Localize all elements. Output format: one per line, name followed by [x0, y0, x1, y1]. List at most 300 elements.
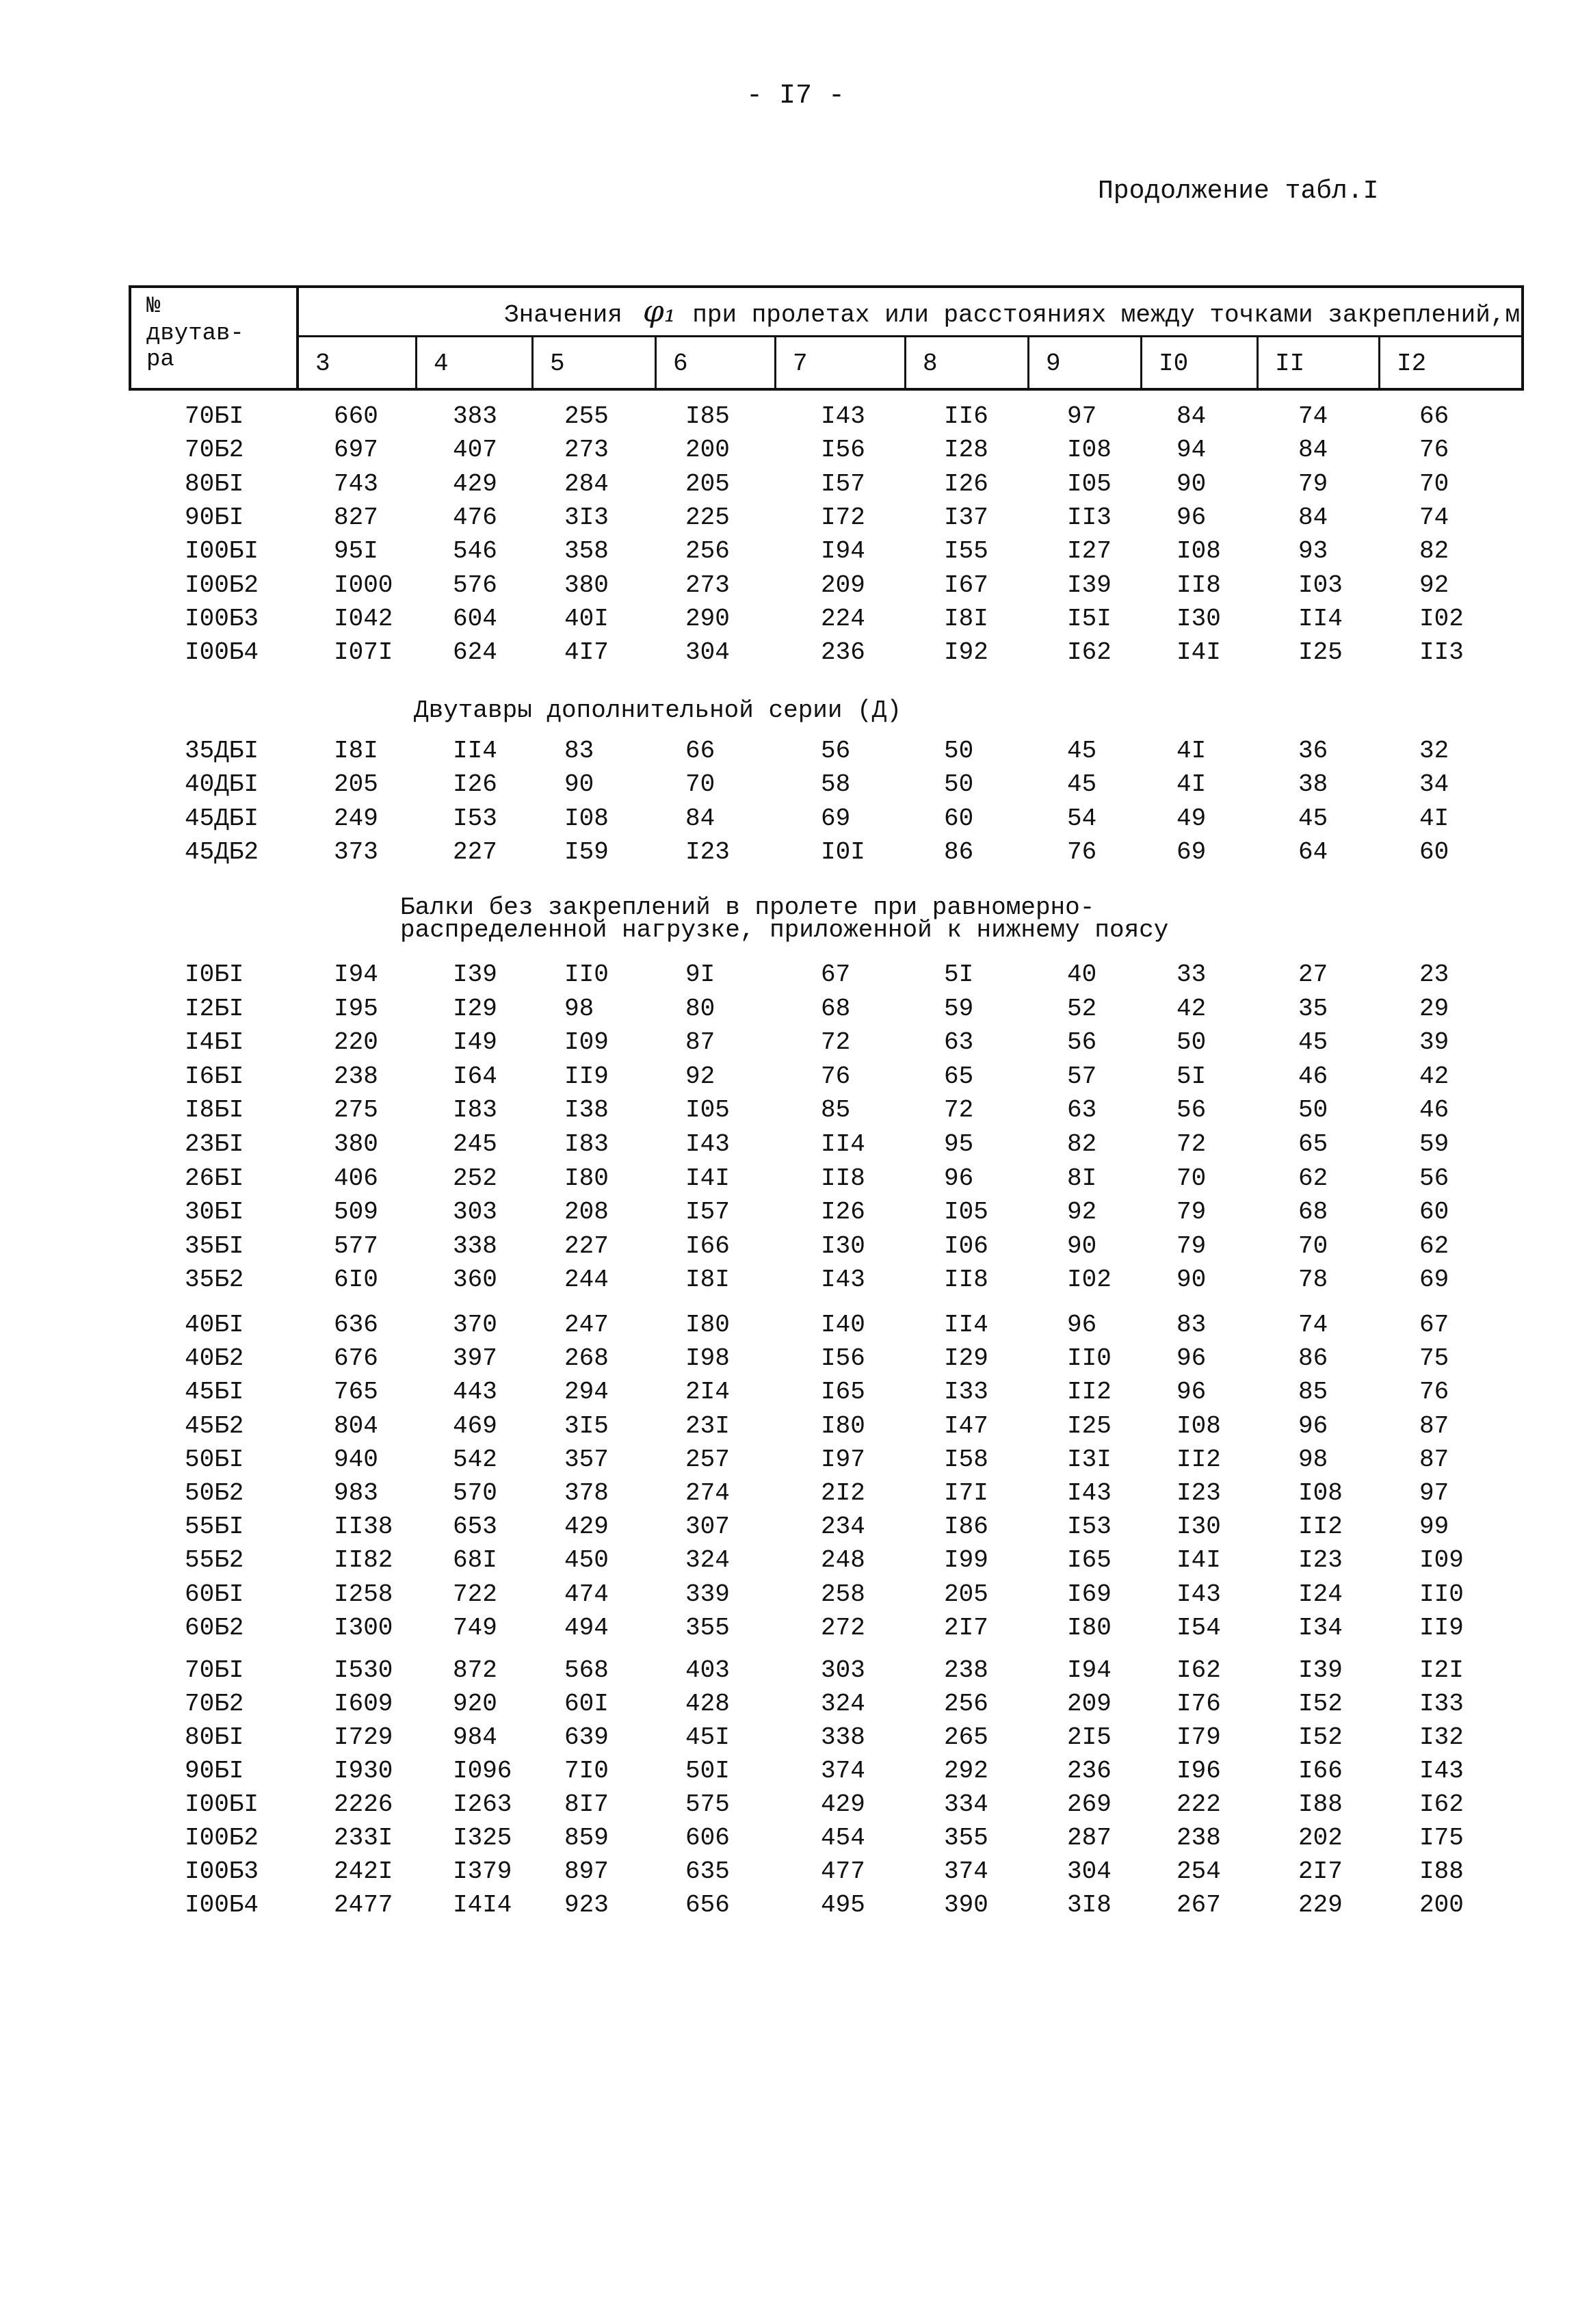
phi-value: I43 [1067, 1479, 1112, 1507]
phi-value: II2 [1176, 1446, 1221, 1474]
phi-value: I8I [334, 737, 378, 765]
beam-label: 35БI [185, 1232, 244, 1260]
phi-value: 238 [334, 1062, 378, 1091]
phi-value: I55 [944, 537, 988, 565]
phi-value: 84 [685, 805, 715, 833]
phi-value: 676 [334, 1344, 378, 1372]
phi-value: I02 [1419, 605, 1464, 633]
phi-value: 474 [564, 1580, 609, 1608]
beam-label: I00Б2 [185, 571, 259, 599]
phi-value: 570 [453, 1479, 497, 1507]
phi-value: I000 [334, 571, 393, 599]
phi-value: I80 [1067, 1614, 1112, 1642]
beam-label: 40БI [185, 1311, 244, 1339]
phi-value: I379 [453, 1857, 512, 1885]
phi-value: I85 [685, 402, 730, 430]
phi-value: 370 [453, 1311, 497, 1339]
phi-value: 74 [1298, 1311, 1328, 1339]
phi-value: 50 [1176, 1028, 1207, 1056]
section-b-title: Балки без закреплений в пролете при равномерно- [400, 893, 1095, 922]
beam-label: I00Б2 [185, 1824, 259, 1852]
phi-value: 72 [944, 1096, 974, 1124]
phi-value: I30 [1176, 1513, 1221, 1541]
phi-value: I33 [1419, 1690, 1464, 1718]
phi-value: 292 [944, 1757, 988, 1785]
phi-value: 99 [1419, 1513, 1449, 1541]
phi-value: 98 [564, 995, 594, 1023]
phi-value: 92 [1067, 1198, 1097, 1226]
phi-value: 87 [1419, 1446, 1449, 1474]
span-header: 5 [534, 337, 657, 388]
phi-value: 70 [1298, 1232, 1328, 1260]
beam-label: 23БI [185, 1130, 244, 1158]
phi-value: I29 [944, 1344, 988, 1372]
beam-label: 50БI [185, 1446, 244, 1474]
phi-value: I5I [1067, 605, 1112, 633]
phi-value: 265 [944, 1723, 988, 1751]
phi-value: 60 [1419, 838, 1449, 866]
phi-value: 469 [453, 1412, 497, 1440]
phi-value: 245 [453, 1130, 497, 1158]
phi-value: 85 [821, 1096, 851, 1124]
phi-value: I80 [685, 1311, 730, 1339]
beam-label: 90БI [185, 1757, 244, 1785]
phi-value: I096 [453, 1757, 512, 1785]
span-header: 3 [299, 337, 417, 388]
phi-value: 229 [1298, 1891, 1343, 1919]
phi-value: 23 [1419, 961, 1449, 989]
phi-value: 66 [1419, 402, 1449, 430]
phi-value: I43 [821, 402, 865, 430]
phi-value: I03 [1298, 571, 1343, 599]
beam-number-header-line: ра [146, 347, 174, 373]
phi-value: 660 [334, 402, 378, 430]
values-header [299, 288, 1521, 337]
phi-value: I258 [334, 1580, 393, 1608]
phi-value: 225 [685, 504, 730, 532]
phi-value: 68 [1298, 1198, 1328, 1226]
span-header: I2 [1397, 350, 1427, 378]
phi-value: 79 [1298, 470, 1328, 498]
phi-value: 67 [1419, 1311, 1449, 1339]
phi-value: 205 [944, 1580, 988, 1608]
phi-value: 397 [453, 1344, 497, 1372]
phi-value: 72 [821, 1028, 851, 1056]
phi-value: I0I [821, 838, 865, 866]
phi-value: 827 [334, 504, 378, 532]
phi-value: 227 [453, 838, 497, 866]
phi-value: 83 [564, 737, 594, 765]
phi-value: I25 [1067, 1412, 1112, 1440]
phi-value: 454 [821, 1824, 865, 1852]
phi-value: 2I7 [944, 1614, 988, 1642]
phi-value: II8 [821, 1164, 865, 1192]
phi-value: 40I [564, 605, 609, 633]
phi-value: I30 [1176, 605, 1221, 633]
phi-value: 606 [685, 1824, 730, 1852]
phi-value: II82 [334, 1546, 393, 1574]
phi-value: II2 [1067, 1378, 1112, 1406]
phi-value: 32 [1419, 737, 1449, 765]
phi-value: 338 [821, 1723, 865, 1751]
values-header-suffix: при пролетах или расстояниях между точками закреплений,м [692, 301, 1521, 329]
phi-value: 33 [1176, 961, 1207, 989]
phi-value: 87 [1419, 1412, 1449, 1440]
beam-label: 45БI [185, 1378, 244, 1406]
phi-value: I4I [1176, 1546, 1221, 1574]
phi-value: 304 [685, 638, 730, 666]
phi-value: 429 [453, 470, 497, 498]
phi-value: 238 [1176, 1824, 1221, 1852]
phi-value: I28 [944, 436, 988, 464]
phi-value: 256 [944, 1690, 988, 1718]
phi-value: 656 [685, 1891, 730, 1919]
phi-value: 6I0 [334, 1266, 378, 1294]
phi-value: 406 [334, 1164, 378, 1192]
phi-value: 46 [1298, 1062, 1328, 1091]
phi-value: 697 [334, 436, 378, 464]
phi-value: II9 [1419, 1614, 1464, 1642]
phi-value: I86 [944, 1513, 988, 1541]
phi-value: 355 [944, 1824, 988, 1852]
phi-value: I97 [821, 1446, 865, 1474]
phi-value: I62 [1176, 1656, 1221, 1684]
phi-value: I4I [685, 1164, 730, 1192]
phi-value: I57 [821, 470, 865, 498]
phi-value: 40 [1067, 961, 1097, 989]
phi-value: 275 [334, 1096, 378, 1124]
phi-value: 76 [821, 1062, 851, 1091]
phi-value: 202 [1298, 1824, 1343, 1852]
phi-value: 428 [685, 1690, 730, 1718]
phi-value: I729 [334, 1723, 393, 1751]
beam-label: 70БI [185, 1656, 244, 1684]
phi-value: 97 [1067, 402, 1097, 430]
phi-value: 70 [1419, 470, 1449, 498]
phi-value: II4 [453, 737, 497, 765]
phi-value: II9 [564, 1062, 609, 1091]
span-header: 7 [776, 337, 906, 388]
phi-value: 96 [944, 1164, 974, 1192]
beam-label: 35ДБI [185, 737, 259, 765]
phi-value: 378 [564, 1479, 609, 1507]
phi-value: I64 [453, 1062, 497, 1091]
phi-value: 96 [1298, 1412, 1328, 1440]
phi-value: I56 [821, 436, 865, 464]
beam-label: I8БI [185, 1096, 244, 1124]
phi-value: 93 [1298, 537, 1328, 565]
phi-value: 765 [334, 1378, 378, 1406]
phi-value: 304 [1067, 1857, 1112, 1885]
phi-value: 923 [564, 1891, 609, 1919]
phi-value: 209 [821, 571, 865, 599]
phi-value: 63 [1067, 1096, 1097, 1124]
phi-value: I95 [334, 995, 378, 1023]
phi-value: I23 [685, 838, 730, 866]
phi-value: 8I [1067, 1164, 1097, 1192]
phi-value: I263 [453, 1790, 512, 1818]
phi-value: 65 [1298, 1130, 1328, 1158]
phi-value: I94 [821, 537, 865, 565]
phi-value: 248 [821, 1546, 865, 1574]
phi-value: 7I0 [564, 1757, 609, 1785]
phi-value: 200 [685, 436, 730, 464]
phi-value: 96 [1176, 1378, 1207, 1406]
phi-value: II4 [821, 1130, 865, 1158]
phi-value: I8I [944, 605, 988, 633]
phi-value: 635 [685, 1857, 730, 1885]
beam-label: I00Б3 [185, 1857, 259, 1885]
phi-value: I57 [685, 1198, 730, 1226]
phi-value: I06 [944, 1232, 988, 1260]
span-header: II [1259, 337, 1380, 388]
phi-value: I30 [821, 1232, 865, 1260]
beam-label: 60Б2 [185, 1614, 244, 1642]
phi-value: 42 [1419, 1062, 1449, 1091]
phi-value: I88 [1419, 1857, 1464, 1885]
phi-value: 2I2 [821, 1479, 865, 1507]
phi-value: I43 [685, 1130, 730, 1158]
phi-value: I8I [685, 1266, 730, 1294]
phi-value: I042 [334, 605, 393, 633]
phi-value: I49 [453, 1028, 497, 1056]
phi-value: 238 [944, 1656, 988, 1684]
phi-value: 90 [1067, 1232, 1097, 1260]
phi-value: 4I [1176, 770, 1207, 798]
phi-value: I05 [944, 1198, 988, 1226]
phi-value: 98 [1298, 1446, 1328, 1474]
phi-value: 303 [821, 1656, 865, 1684]
phi-value: 220 [334, 1028, 378, 1056]
phi-value: I23 [1176, 1479, 1221, 1507]
beam-label: I00БI [185, 1790, 259, 1818]
phi-value: I34 [1298, 1614, 1343, 1642]
phi-value: II6 [944, 402, 988, 430]
phi-value: 52 [1067, 995, 1097, 1023]
phi-value: 27 [1298, 961, 1328, 989]
phi-value: 69 [1176, 838, 1207, 866]
phi-value: 252 [453, 1164, 497, 1192]
phi-value: I83 [564, 1130, 609, 1158]
phi-value: 69 [1419, 1266, 1449, 1294]
phi-value: 383 [453, 402, 497, 430]
phi-value: 443 [453, 1378, 497, 1406]
phi-value: 70 [1176, 1164, 1207, 1192]
beam-number-header [131, 288, 299, 388]
phi-value: I3I [1067, 1446, 1112, 1474]
phi-value: 59 [1419, 1130, 1449, 1158]
beam-label: 26БI [185, 1164, 244, 1192]
phi-value: 233I [334, 1824, 393, 1852]
phi-value: 267 [1176, 1891, 1221, 1919]
phi-value: 3I3 [564, 504, 609, 532]
phi-value: I39 [1067, 571, 1112, 599]
phi-value: I26 [821, 1198, 865, 1226]
span-header: 9 [1029, 337, 1142, 388]
phi-value: 358 [564, 537, 609, 565]
phi-value: 5I [944, 961, 974, 989]
phi-value: I09 [564, 1028, 609, 1056]
phi-value: 380 [564, 571, 609, 599]
phi-value: 68I [453, 1546, 497, 1574]
phi-value: 5I [1176, 1062, 1207, 1091]
phi-value: I94 [334, 961, 378, 989]
phi-symbol: φ₁ [642, 294, 676, 329]
phi-value: 4I [1419, 805, 1449, 833]
phi-value: 236 [1067, 1757, 1112, 1785]
phi-value: 272 [821, 1614, 865, 1642]
phi-value: I99 [944, 1546, 988, 1574]
phi-value: 84 [1298, 436, 1328, 464]
phi-value: 254 [1176, 1857, 1221, 1885]
phi-value: I24 [1298, 1580, 1343, 1608]
phi-value: 357 [564, 1446, 609, 1474]
phi-value: I53 [453, 805, 497, 833]
phi-value: 334 [944, 1790, 988, 1818]
beam-label: 50Б2 [185, 1479, 244, 1507]
phi-value: 303 [453, 1198, 497, 1226]
phi-value: I75 [1419, 1824, 1464, 1852]
phi-value: I66 [1298, 1757, 1343, 1785]
beam-label: I0БI [185, 961, 244, 989]
phi-value: 69 [821, 805, 851, 833]
phi-value: 205 [685, 470, 730, 498]
phi-value: II3 [1067, 504, 1112, 532]
phi-value: I05 [1067, 470, 1112, 498]
phi-value: I66 [685, 1232, 730, 1260]
phi-value: 2477 [334, 1891, 393, 1919]
beam-label: 35Б2 [185, 1266, 244, 1294]
phi-value: 577 [334, 1232, 378, 1260]
phi-value: 86 [944, 838, 974, 866]
phi-value: 983 [334, 1479, 378, 1507]
beam-number-header-line: двутав- [146, 321, 244, 347]
phi-value: 45 [1298, 805, 1328, 833]
phi-value: 94 [1176, 436, 1207, 464]
phi-value: 45 [1298, 1028, 1328, 1056]
phi-value: 247 [564, 1311, 609, 1339]
phi-value: 258 [821, 1580, 865, 1608]
phi-value: 29 [1419, 995, 1449, 1023]
phi-value: I325 [453, 1824, 512, 1852]
phi-value: I08 [1298, 1479, 1343, 1507]
phi-value: I08 [1176, 1412, 1221, 1440]
phi-value: 380 [334, 1130, 378, 1158]
phi-value: 244 [564, 1266, 609, 1294]
phi-value: 546 [453, 537, 497, 565]
phi-value: 324 [821, 1690, 865, 1718]
phi-value: I94 [1067, 1656, 1112, 1684]
phi-value: 92 [1419, 571, 1449, 599]
phi-value: 84 [1298, 504, 1328, 532]
phi-value: 294 [564, 1378, 609, 1406]
phi-value: 50 [1298, 1096, 1328, 1124]
phi-value: 74 [1419, 504, 1449, 532]
beam-label: I4БI [185, 1028, 244, 1056]
phi-value: II4 [944, 1311, 988, 1339]
phi-value: 56 [1067, 1028, 1097, 1056]
phi-value: II2 [1298, 1513, 1343, 1541]
phi-value: 45 [1067, 770, 1097, 798]
phi-value: 90 [564, 770, 594, 798]
phi-value: I43 [821, 1266, 865, 1294]
phi-value: II38 [334, 1513, 393, 1541]
beam-label: I6БI [185, 1062, 244, 1091]
phi-value: 509 [334, 1198, 378, 1226]
phi-value: 743 [334, 470, 378, 498]
phi-value: 257 [685, 1446, 730, 1474]
phi-value: 4I7 [564, 638, 609, 666]
phi-value: I56 [821, 1344, 865, 1372]
phi-value: 70 [685, 770, 715, 798]
phi-value: 90 [1176, 1266, 1207, 1294]
beam-label: 40Б2 [185, 1344, 244, 1372]
phi-value: I08 [1176, 537, 1221, 565]
section-d-title: Двутавры дополнительной серии (Д) [414, 696, 902, 724]
phi-value: 56 [821, 737, 851, 765]
phi-value: 4I [1176, 737, 1207, 765]
phi-value: 360 [453, 1266, 497, 1294]
phi-value: I39 [453, 961, 497, 989]
phi-value: I40 [821, 1311, 865, 1339]
phi-value: I80 [821, 1412, 865, 1440]
phi-value: 96 [1176, 1344, 1207, 1372]
phi-value: 495 [821, 1891, 865, 1919]
phi-value: 576 [453, 571, 497, 599]
phi-value: I98 [685, 1344, 730, 1372]
phi-value: II0 [1419, 1580, 1464, 1608]
phi-value: 76 [1067, 838, 1097, 866]
phi-value: 307 [685, 1513, 730, 1541]
phi-value: 56 [1419, 1164, 1449, 1192]
table-header [129, 285, 1524, 391]
phi-value: 60 [1419, 1198, 1449, 1226]
phi-value: I62 [1419, 1790, 1464, 1818]
beam-label: 70Б2 [185, 1690, 244, 1718]
phi-value: 373 [334, 838, 378, 866]
phi-value: 872 [453, 1656, 497, 1684]
phi-value: II0 [1067, 1344, 1112, 1372]
phi-value: I72 [821, 504, 865, 532]
phi-value: I65 [1067, 1546, 1112, 1574]
phi-value: 494 [564, 1614, 609, 1642]
phi-value: I65 [821, 1378, 865, 1406]
beam-label: 80БI [185, 1723, 244, 1751]
beam-label: 90БI [185, 504, 244, 532]
phi-value: 859 [564, 1824, 609, 1852]
phi-value: I43 [1176, 1580, 1221, 1608]
phi-value: 290 [685, 605, 730, 633]
phi-value: I79 [1176, 1723, 1221, 1751]
phi-value: 355 [685, 1614, 730, 1642]
phi-value: 374 [944, 1857, 988, 1885]
phi-value: 804 [334, 1412, 378, 1440]
phi-value: 96 [1176, 504, 1207, 532]
phi-value: 96 [1067, 1311, 1097, 1339]
beam-label: 30БI [185, 1198, 244, 1226]
phi-value: 429 [564, 1513, 609, 1541]
phi-value: I32 [1419, 1723, 1464, 1751]
phi-value: 50I [685, 1757, 730, 1785]
phi-value: I33 [944, 1378, 988, 1406]
beam-label: 60БI [185, 1580, 244, 1608]
beam-label: 45ДБI [185, 805, 259, 833]
phi-value: 2I7 [1298, 1857, 1343, 1885]
phi-value: I69 [1067, 1580, 1112, 1608]
beam-label: I00Б4 [185, 1891, 259, 1919]
phi-value: I52 [1298, 1690, 1343, 1718]
phi-value: 624 [453, 638, 497, 666]
